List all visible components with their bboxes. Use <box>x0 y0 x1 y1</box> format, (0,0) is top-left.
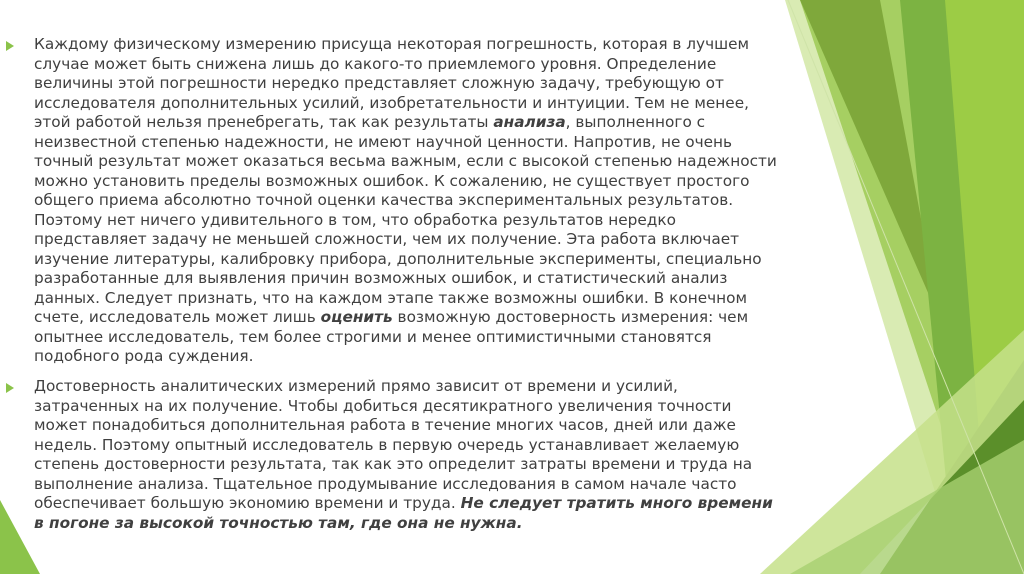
bullet-arrow-icon <box>6 383 14 393</box>
emphasized-text: анализа <box>493 113 566 131</box>
text-run: Каждому физическому измерению присуща некоторая погрешность, которая в лучшем случае может быть снижена лишь до какого-то приемлемого уровня. Определение величины этой погрешности нередко представляет сложную задачу, требующую от исследователя дополнительных усилий, изобретательности и интуиции. Тем не менее, этой работой нельзя пренебрегать, так как результаты <box>34 35 750 131</box>
emphasized-text: Не следует тратить много времени в погоне за высокой точностью там, где она не нужна. <box>34 494 773 532</box>
text-run: возможную достоверность измерения: чем опытнее исследователь, тем более строгими и менее оптимистичными становятся подобного рода суждения. <box>34 308 749 365</box>
text-run: , выполненного с неизвестной степенью надежности, не имеют научной ценности. Напротив, не очень точный результат может оказаться весьма важным, если с высокой степенью надежности можно установить пределы возможных ошибок. К сожалению, не существует простого общего приема абсолютно точной оценки качества экспериментальных результатов. Поэтому нет ничего удивительного в том, что обработка результатов нередко представляет задачу не меньшей сложности, чем их получение. Эта работа включает изучение литературы, калибровку прибора, дополнительные эксперименты, специально разработанные для выявления причин возможных ошибок, и статистический анализ данных. Следует признать, что на каждом этапе также возможны ошибки. В конечном счете, исследователь может лишь <box>34 113 777 326</box>
text-run: Достоверность аналитических измерений прямо зависит от времени и усилий, затраченных на их получение. Чтобы добиться десятикратного увеличения точности может понадобиться дополнительная работа в течение многих часов, дней или даже недель. Поэтому опытный исследователь в первую очередь устанавливает желаемую степень достоверности результата, так как это определит затраты времени и труда на выполнение анализа. Тщательное продумывание исследования в самом начале часто обеспечивает большую экономию времени и труда. <box>34 377 753 512</box>
paragraph-2 <box>34 377 782 533</box>
bullet-arrow-icon <box>6 41 14 51</box>
paragraph-1 <box>34 35 782 367</box>
emphasized-text: оценить <box>320 308 393 326</box>
